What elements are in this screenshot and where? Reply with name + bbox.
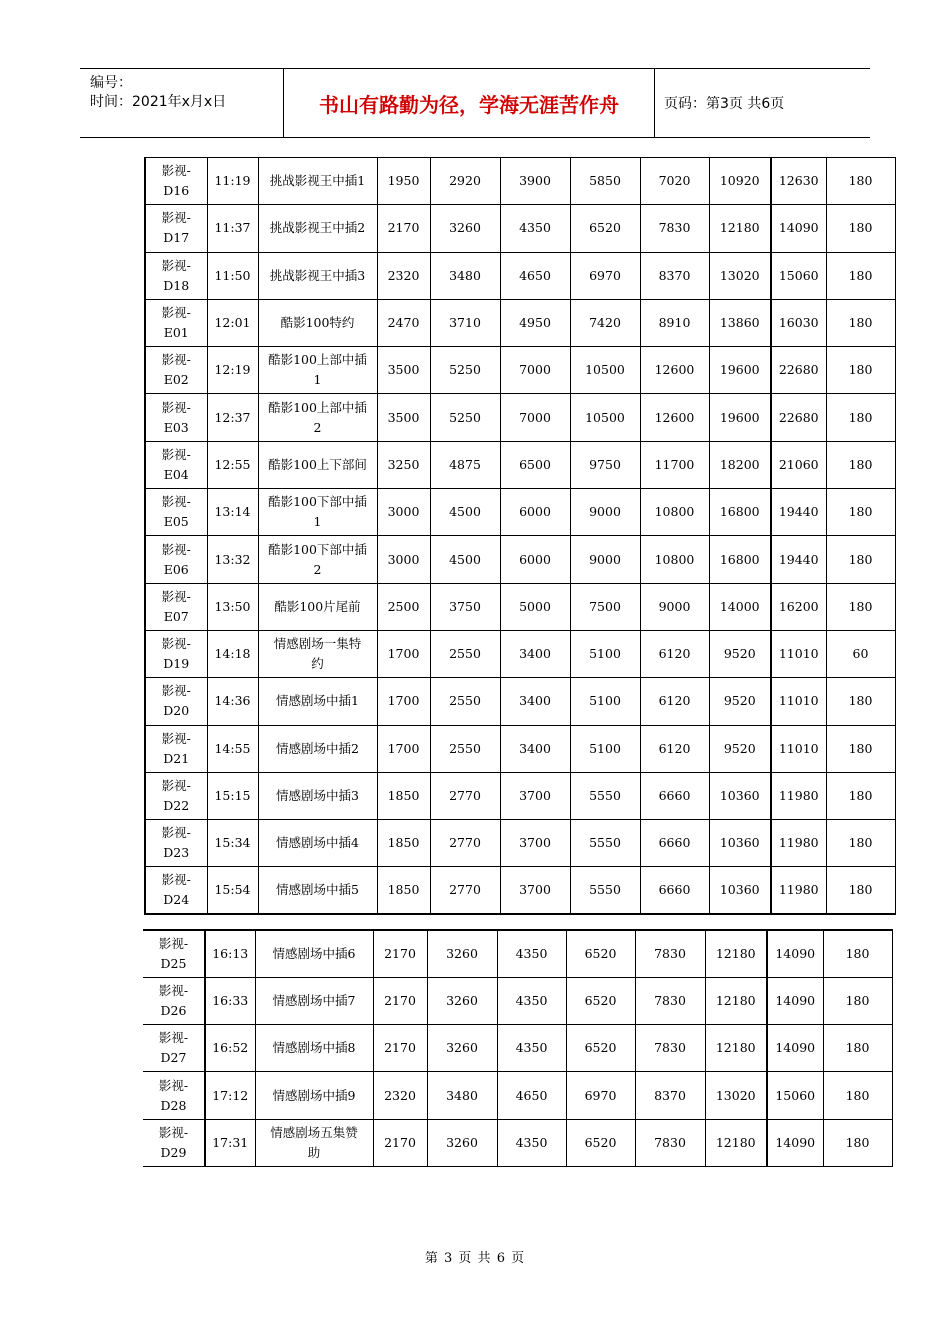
price-10s-cell: 2770 xyxy=(430,867,500,914)
program-name-cell: 情感剧场中插5 xyxy=(258,867,377,914)
price-30s-cell: 6120 xyxy=(640,725,709,772)
slot-count-cell: 180 xyxy=(826,536,895,583)
air-time-cell: 15:15 xyxy=(207,772,258,819)
price-20s-cell: 5550 xyxy=(570,772,640,819)
air-time-cell: 13:50 xyxy=(207,583,258,630)
price-10s-cell: 2770 xyxy=(430,772,500,819)
header-meta xyxy=(80,69,284,137)
price-30s-cell: 7830 xyxy=(635,1119,705,1166)
price-10s-cell: 3260 xyxy=(427,1119,497,1166)
slot-count-cell: 180 xyxy=(826,772,895,819)
program-name-cell: 情感剧场一集特 约 xyxy=(258,630,377,677)
table-row xyxy=(145,394,895,441)
air-time-cell: 14:18 xyxy=(207,630,258,677)
table-row xyxy=(145,441,895,488)
slot-count-cell: 180 xyxy=(826,867,895,914)
price-45s-cell: 9520 xyxy=(709,678,771,725)
program-name-cell: 挑战影视王中插2 xyxy=(258,205,377,252)
page-footer: 第 3 页 共 6 页 xyxy=(424,1251,526,1266)
slot-count-cell: 180 xyxy=(826,299,895,346)
program-name-cell: 情感剧场中插7 xyxy=(255,977,373,1024)
price-15s-cell: 3400 xyxy=(500,725,570,772)
table-2-body xyxy=(143,930,892,1166)
price-45s-cell: 16800 xyxy=(709,489,771,536)
price-45s-cell: 9520 xyxy=(709,725,771,772)
price-60s-cell: 11010 xyxy=(771,630,826,677)
price-5s-cell: 1850 xyxy=(377,772,430,819)
slot-count-cell: 180 xyxy=(826,158,895,205)
price-20s-cell: 5550 xyxy=(570,820,640,867)
slot-count-cell: 180 xyxy=(823,1025,892,1072)
price-20s-cell: 9000 xyxy=(570,489,640,536)
slot-code-cell: 影视- D16 xyxy=(145,158,207,205)
price-5s-cell: 3500 xyxy=(377,347,430,394)
price-10s-cell: 5250 xyxy=(430,347,500,394)
price-45s-cell: 14000 xyxy=(709,583,771,630)
slot-count-cell: 180 xyxy=(823,930,892,977)
price-60s-cell: 11010 xyxy=(771,725,826,772)
price-45s-cell: 19600 xyxy=(709,394,771,441)
price-15s-cell: 6000 xyxy=(500,489,570,536)
price-30s-cell: 6660 xyxy=(640,867,709,914)
table-row xyxy=(145,489,895,536)
air-time-cell: 17:12 xyxy=(205,1072,255,1119)
table-row xyxy=(145,678,895,725)
price-45s-cell: 10920 xyxy=(709,158,771,205)
slot-code-cell: 影视- E06 xyxy=(145,536,207,583)
price-15s-cell: 3900 xyxy=(500,158,570,205)
price-20s-cell: 6970 xyxy=(566,1072,635,1119)
air-time-cell: 17:31 xyxy=(205,1119,255,1166)
slot-count-cell: 180 xyxy=(826,441,895,488)
table-row xyxy=(145,536,895,583)
price-15s-cell: 6000 xyxy=(500,536,570,583)
slot-code-cell: 影视- E05 xyxy=(145,489,207,536)
slot-code-cell: 影视- D19 xyxy=(145,630,207,677)
price-30s-cell: 7830 xyxy=(640,205,709,252)
price-15s-cell: 4350 xyxy=(497,930,566,977)
table-row xyxy=(145,725,895,772)
price-15s-cell: 6500 xyxy=(500,441,570,488)
price-20s-cell: 7420 xyxy=(570,299,640,346)
air-time-cell: 11:19 xyxy=(207,158,258,205)
table-row xyxy=(143,1025,892,1072)
program-name-cell: 情感剧场中插9 xyxy=(255,1072,373,1119)
program-name-cell: 酷影100上部中插 1 xyxy=(258,347,377,394)
price-5s-cell: 1700 xyxy=(377,630,430,677)
slot-code-cell: 影视- D20 xyxy=(145,678,207,725)
price-10s-cell: 5250 xyxy=(430,394,500,441)
price-15s-cell: 3400 xyxy=(500,678,570,725)
air-time-cell: 12:01 xyxy=(207,299,258,346)
price-10s-cell: 3710 xyxy=(430,299,500,346)
price-5s-cell: 2170 xyxy=(373,1119,427,1166)
air-time-cell: 16:52 xyxy=(205,1025,255,1072)
price-20s-cell: 6520 xyxy=(566,1119,635,1166)
price-30s-cell: 10800 xyxy=(640,536,709,583)
price-20s-cell: 9000 xyxy=(570,536,640,583)
table-row xyxy=(143,1119,892,1166)
price-45s-cell: 10360 xyxy=(709,820,771,867)
slot-count-cell: 180 xyxy=(826,347,895,394)
price-30s-cell: 10800 xyxy=(640,489,709,536)
schedule-table-2 xyxy=(143,929,893,1167)
price-20s-cell: 7500 xyxy=(570,583,640,630)
price-60s-cell: 22680 xyxy=(771,347,826,394)
price-15s-cell: 4650 xyxy=(497,1072,566,1119)
price-20s-cell: 5850 xyxy=(570,158,640,205)
price-60s-cell: 21060 xyxy=(771,441,826,488)
price-15s-cell: 7000 xyxy=(500,347,570,394)
slot-count-cell: 180 xyxy=(826,725,895,772)
slot-count-cell: 180 xyxy=(823,1119,892,1166)
price-60s-cell: 19440 xyxy=(771,536,826,583)
program-name-cell: 酷影100片尾前 xyxy=(258,583,377,630)
price-30s-cell: 6660 xyxy=(640,820,709,867)
air-time-cell: 16:33 xyxy=(205,977,255,1024)
slot-code-cell: 影视- E02 xyxy=(145,347,207,394)
price-30s-cell: 9000 xyxy=(640,583,709,630)
price-5s-cell: 3000 xyxy=(377,489,430,536)
price-60s-cell: 12630 xyxy=(771,158,826,205)
program-name-cell: 情感剧场中插1 xyxy=(258,678,377,725)
price-5s-cell: 3250 xyxy=(377,441,430,488)
table-row xyxy=(143,977,892,1024)
slot-code-cell: 影视- D27 xyxy=(143,1025,205,1072)
slot-code-cell: 影视- E01 xyxy=(145,299,207,346)
program-name-cell: 酷影100上部中插 2 xyxy=(258,394,377,441)
slot-code-cell: 影视- E03 xyxy=(145,394,207,441)
price-15s-cell: 4650 xyxy=(500,252,570,299)
price-10s-cell: 3480 xyxy=(430,252,500,299)
slot-count-cell: 180 xyxy=(826,394,895,441)
document-date: 时间：2021年x月x日 xyxy=(90,94,227,110)
price-20s-cell: 5100 xyxy=(570,725,640,772)
price-60s-cell: 14090 xyxy=(767,1119,823,1166)
price-60s-cell: 14090 xyxy=(767,1025,823,1072)
air-time-cell: 15:54 xyxy=(207,867,258,914)
price-15s-cell: 4350 xyxy=(497,1119,566,1166)
slot-count-cell: 180 xyxy=(823,1072,892,1119)
schedule-table-1 xyxy=(144,157,896,915)
slot-code-cell: 影视- D24 xyxy=(145,867,207,914)
air-time-cell: 14:36 xyxy=(207,678,258,725)
price-5s-cell: 1850 xyxy=(377,867,430,914)
price-10s-cell: 2920 xyxy=(430,158,500,205)
air-time-cell: 12:37 xyxy=(207,394,258,441)
price-15s-cell: 4350 xyxy=(497,977,566,1024)
price-45s-cell: 10360 xyxy=(709,867,771,914)
price-60s-cell: 16030 xyxy=(771,299,826,346)
price-60s-cell: 14090 xyxy=(771,205,826,252)
document-number: 编号： xyxy=(90,75,132,91)
price-10s-cell: 4875 xyxy=(430,441,500,488)
air-time-cell: 14:55 xyxy=(207,725,258,772)
price-5s-cell: 2500 xyxy=(377,583,430,630)
program-name-cell: 挑战影视王中插3 xyxy=(258,252,377,299)
program-name-cell: 酷影100上下部间 xyxy=(258,441,377,488)
slot-code-cell: 影视- D26 xyxy=(143,977,205,1024)
table-row xyxy=(145,772,895,819)
price-60s-cell: 15060 xyxy=(771,252,826,299)
price-30s-cell: 8910 xyxy=(640,299,709,346)
program-name-cell: 情感剧场中插2 xyxy=(258,725,377,772)
table-row xyxy=(145,820,895,867)
page-header xyxy=(80,68,870,138)
price-10s-cell: 4500 xyxy=(430,489,500,536)
price-30s-cell: 8370 xyxy=(635,1072,705,1119)
price-45s-cell: 10360 xyxy=(709,772,771,819)
air-time-cell: 16:13 xyxy=(205,930,255,977)
price-15s-cell: 5000 xyxy=(500,583,570,630)
price-10s-cell: 2550 xyxy=(430,678,500,725)
price-60s-cell: 11980 xyxy=(771,867,826,914)
price-60s-cell: 22680 xyxy=(771,394,826,441)
table-row xyxy=(145,252,895,299)
table-row xyxy=(143,930,892,977)
price-5s-cell: 1850 xyxy=(377,820,430,867)
price-45s-cell: 19600 xyxy=(709,347,771,394)
slot-code-cell: 影视- D21 xyxy=(145,725,207,772)
price-30s-cell: 6120 xyxy=(640,630,709,677)
price-60s-cell: 11980 xyxy=(771,772,826,819)
air-time-cell: 15:34 xyxy=(207,820,258,867)
table-row xyxy=(145,205,895,252)
air-time-cell: 13:14 xyxy=(207,489,258,536)
price-10s-cell: 3260 xyxy=(430,205,500,252)
price-5s-cell: 2170 xyxy=(373,1025,427,1072)
price-45s-cell: 16800 xyxy=(709,536,771,583)
slot-count-cell: 180 xyxy=(826,820,895,867)
price-60s-cell: 19440 xyxy=(771,489,826,536)
price-45s-cell: 13860 xyxy=(709,299,771,346)
slot-code-cell: 影视- D25 xyxy=(143,930,205,977)
price-45s-cell: 12180 xyxy=(705,977,767,1024)
table-row xyxy=(145,347,895,394)
price-30s-cell: 8370 xyxy=(640,252,709,299)
price-5s-cell: 2170 xyxy=(373,930,427,977)
table-row xyxy=(145,583,895,630)
air-time-cell: 11:37 xyxy=(207,205,258,252)
price-15s-cell: 3700 xyxy=(500,820,570,867)
slot-code-cell: 影视- D22 xyxy=(145,772,207,819)
slot-count-cell: 180 xyxy=(826,583,895,630)
slot-code-cell: 影视- E04 xyxy=(145,441,207,488)
price-15s-cell: 3400 xyxy=(500,630,570,677)
program-name-cell: 酷影100下部中插 2 xyxy=(258,536,377,583)
program-name-cell: 酷影100下部中插 1 xyxy=(258,489,377,536)
slot-count-cell: 180 xyxy=(826,678,895,725)
slot-count-cell: 180 xyxy=(826,205,895,252)
price-20s-cell: 6520 xyxy=(566,930,635,977)
price-60s-cell: 15060 xyxy=(767,1072,823,1119)
price-10s-cell: 3480 xyxy=(427,1072,497,1119)
header-page-number: 页码：第3页 共6页 xyxy=(664,96,785,112)
price-5s-cell: 2170 xyxy=(377,205,430,252)
price-15s-cell: 3700 xyxy=(500,867,570,914)
price-30s-cell: 7830 xyxy=(635,1025,705,1072)
price-30s-cell: 12600 xyxy=(640,347,709,394)
slot-code-cell: 影视- D23 xyxy=(145,820,207,867)
header-motto: 书山有路勤为径，学海无涯苦作舟 xyxy=(284,69,655,137)
price-15s-cell: 4950 xyxy=(500,299,570,346)
price-45s-cell: 18200 xyxy=(709,441,771,488)
price-5s-cell: 3000 xyxy=(377,536,430,583)
price-30s-cell: 6120 xyxy=(640,678,709,725)
program-name-cell: 情感剧场五集赞 助 xyxy=(255,1119,373,1166)
price-45s-cell: 12180 xyxy=(705,1119,767,1166)
price-5s-cell: 1700 xyxy=(377,678,430,725)
price-30s-cell: 7020 xyxy=(640,158,709,205)
price-60s-cell: 16200 xyxy=(771,583,826,630)
program-name-cell: 情感剧场中插8 xyxy=(255,1025,373,1072)
price-20s-cell: 6520 xyxy=(566,1025,635,1072)
price-60s-cell: 11010 xyxy=(771,678,826,725)
price-30s-cell: 7830 xyxy=(635,977,705,1024)
price-60s-cell: 11980 xyxy=(771,820,826,867)
price-15s-cell: 4350 xyxy=(500,205,570,252)
price-10s-cell: 2770 xyxy=(430,820,500,867)
price-30s-cell: 12600 xyxy=(640,394,709,441)
price-20s-cell: 10500 xyxy=(570,394,640,441)
slot-code-cell: 影视- D29 xyxy=(143,1119,205,1166)
slot-count-cell: 60 xyxy=(826,630,895,677)
air-time-cell: 12:19 xyxy=(207,347,258,394)
price-10s-cell: 3260 xyxy=(427,930,497,977)
slot-code-cell: 影视- D17 xyxy=(145,205,207,252)
price-5s-cell: 2470 xyxy=(377,299,430,346)
price-5s-cell: 3500 xyxy=(377,394,430,441)
program-name-cell: 情感剧场中插4 xyxy=(258,820,377,867)
table-row xyxy=(145,867,895,914)
price-30s-cell: 7830 xyxy=(635,930,705,977)
table-row xyxy=(143,1072,892,1119)
price-45s-cell: 12180 xyxy=(709,205,771,252)
price-45s-cell: 12180 xyxy=(705,1025,767,1072)
price-20s-cell: 5100 xyxy=(570,678,640,725)
price-20s-cell: 6520 xyxy=(566,977,635,1024)
price-5s-cell: 2170 xyxy=(373,977,427,1024)
price-30s-cell: 6660 xyxy=(640,772,709,819)
price-10s-cell: 2550 xyxy=(430,630,500,677)
table-1-body xyxy=(145,158,895,915)
slot-count-cell: 180 xyxy=(826,489,895,536)
table-row xyxy=(145,630,895,677)
price-45s-cell: 12180 xyxy=(705,930,767,977)
price-5s-cell: 1950 xyxy=(377,158,430,205)
program-name-cell: 情感剧场中插6 xyxy=(255,930,373,977)
slot-count-cell: 180 xyxy=(826,252,895,299)
price-5s-cell: 1700 xyxy=(377,725,430,772)
price-30s-cell: 11700 xyxy=(640,441,709,488)
program-name-cell: 酷影100特约 xyxy=(258,299,377,346)
air-time-cell: 13:32 xyxy=(207,536,258,583)
slot-code-cell: 影视- E07 xyxy=(145,583,207,630)
price-20s-cell: 6520 xyxy=(570,205,640,252)
slot-code-cell: 影视- D18 xyxy=(145,252,207,299)
price-45s-cell: 13020 xyxy=(705,1072,767,1119)
price-15s-cell: 7000 xyxy=(500,394,570,441)
price-10s-cell: 2550 xyxy=(430,725,500,772)
price-20s-cell: 6970 xyxy=(570,252,640,299)
slot-code-cell: 影视- D28 xyxy=(143,1072,205,1119)
price-45s-cell: 13020 xyxy=(709,252,771,299)
price-45s-cell: 9520 xyxy=(709,630,771,677)
table-row xyxy=(145,158,895,205)
price-10s-cell: 3260 xyxy=(427,977,497,1024)
price-20s-cell: 9750 xyxy=(570,441,640,488)
price-15s-cell: 3700 xyxy=(500,772,570,819)
table-row xyxy=(145,299,895,346)
price-60s-cell: 14090 xyxy=(767,977,823,1024)
program-name-cell: 情感剧场中插3 xyxy=(258,772,377,819)
price-5s-cell: 2320 xyxy=(373,1072,427,1119)
price-10s-cell: 4500 xyxy=(430,536,500,583)
price-60s-cell: 14090 xyxy=(767,930,823,977)
price-15s-cell: 4350 xyxy=(497,1025,566,1072)
price-20s-cell: 10500 xyxy=(570,347,640,394)
price-20s-cell: 5550 xyxy=(570,867,640,914)
price-10s-cell: 3750 xyxy=(430,583,500,630)
air-time-cell: 12:55 xyxy=(207,441,258,488)
price-20s-cell: 5100 xyxy=(570,630,640,677)
price-5s-cell: 2320 xyxy=(377,252,430,299)
price-10s-cell: 3260 xyxy=(427,1025,497,1072)
air-time-cell: 11:50 xyxy=(207,252,258,299)
program-name-cell: 挑战影视王中插1 xyxy=(258,158,377,205)
slot-count-cell: 180 xyxy=(823,977,892,1024)
